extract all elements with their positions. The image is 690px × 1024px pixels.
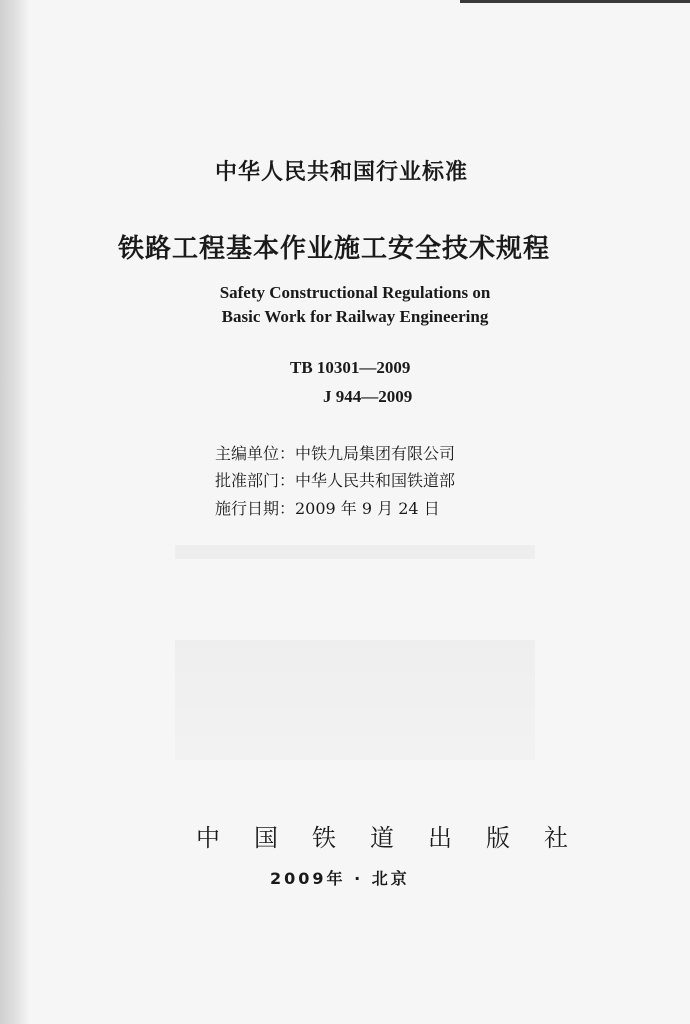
top-rule (460, 0, 690, 3)
show-through (175, 545, 535, 559)
editor-unit: 主编单位：中铁九局集团有限公司 (215, 444, 456, 463)
effective-date: 施行日期：2009 年 9 月 24 日 (215, 499, 440, 518)
title-chinese: 铁路工程基本作业施工安全技术规程 (118, 234, 551, 264)
standard-type: 中华人民共和国行业标准 (215, 160, 469, 185)
binding-shadow (0, 0, 30, 1024)
show-through (175, 640, 535, 760)
standard-code-tb: TB 10301—2009 (290, 358, 411, 377)
approving-department: 批准部门：中华人民共和国铁道部 (215, 471, 456, 490)
title-english-line1: Safety Constructional Regulations on (219, 283, 491, 302)
title-english-line2: Basic Work for Railway Engineering (221, 307, 489, 326)
publisher-name: 中国铁道出版社 (196, 824, 602, 852)
standard-code-j: J 944—2009 (323, 387, 413, 406)
publication-year-place: 2009年 · 北京 (270, 869, 410, 888)
